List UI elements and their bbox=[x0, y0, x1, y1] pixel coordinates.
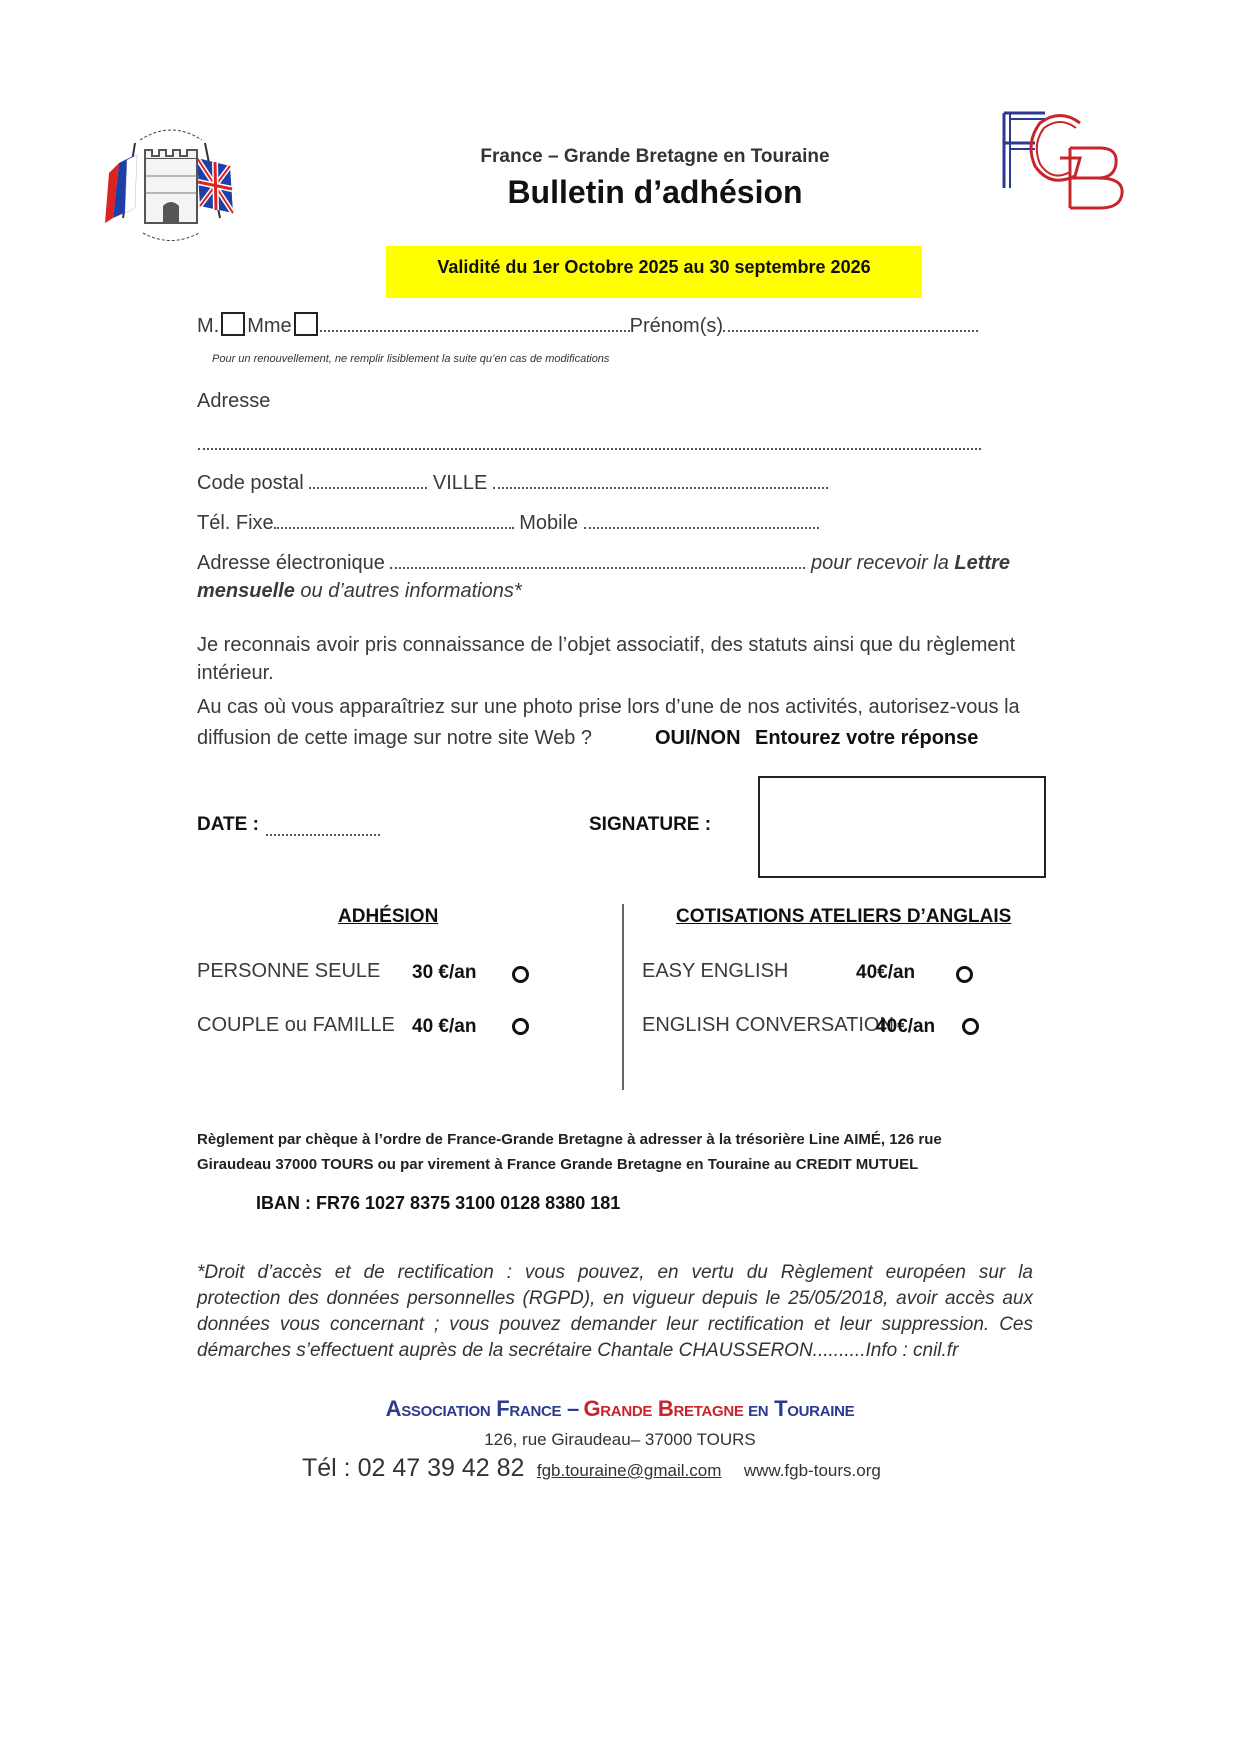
civility-mme-checkbox[interactable] bbox=[294, 312, 318, 336]
email-row bbox=[197, 552, 1010, 575]
rgpd-line: protection des données personnelles (RGPD), en vigueur depuis le 25/05/2018, avoir accès aux bbox=[197, 1288, 1033, 1309]
consent-para2-line1: Au cas où vous apparaîtriez sur une photo prise lors d’une de nos activités, autorisez-vous la bbox=[197, 696, 1020, 718]
iban: IBAN : FR76 1027 8375 3100 0128 8380 181 bbox=[256, 1193, 621, 1213]
payment-line-2: Giraudeau 37000 TOURS ou par virement à France Grande Bretagne en Touraine au CREDIT MUTUEL bbox=[197, 1156, 919, 1173]
consent-para2-line2: diffusion de cette image sur notre site Web ? bbox=[197, 727, 593, 749]
adhesion-couple-famille-radio[interactable] bbox=[512, 1018, 529, 1035]
civility-m-label: M. bbox=[197, 315, 220, 337]
code-postal-row bbox=[197, 472, 828, 495]
email-label: Adresse électronique bbox=[197, 552, 385, 574]
email-note-2: Lettre bbox=[954, 552, 1010, 574]
section-divider bbox=[622, 904, 624, 1090]
footer-association-name bbox=[0, 1396, 1240, 1422]
footer-address: 126, rue Giraudeau– 37000 TOURS bbox=[484, 1430, 756, 1449]
atelier-item-label: ENGLISH CONVERSATION bbox=[642, 1014, 894, 1036]
page-title: Bulletin d’adhésion bbox=[507, 174, 803, 210]
rgpd-text bbox=[197, 1260, 1033, 1364]
ville-field[interactable] bbox=[493, 487, 828, 489]
email-field[interactable] bbox=[390, 567, 805, 569]
prenom-field[interactable] bbox=[723, 330, 978, 332]
atelier-item-label: EASY ENGLISH bbox=[642, 960, 789, 982]
code-postal-field[interactable] bbox=[309, 487, 427, 489]
email-note-1: pour recevoir la bbox=[811, 552, 949, 574]
telephone-row bbox=[197, 512, 819, 535]
signature-label: SIGNATURE : bbox=[589, 814, 712, 835]
renewal-note: Pour un renouvellement, ne remplir lisiblement la suite qu’en cas de modifications bbox=[212, 353, 610, 365]
adhesion-item-price: 30 €/an bbox=[412, 962, 477, 983]
atelier-item-price: 40€/an bbox=[856, 962, 916, 983]
adhesion-item-label: PERSONNE SEULE bbox=[197, 960, 381, 982]
footer-name-part3: en Touraine bbox=[748, 1396, 855, 1421]
atelier-easy-english-radio[interactable] bbox=[956, 966, 973, 983]
code-postal-label: Code postal bbox=[197, 472, 304, 494]
prenom-label: Prénom(s) bbox=[629, 315, 724, 337]
footer-phone: Tél : 02 47 39 42 82 bbox=[302, 1454, 525, 1482]
payment-line-1: Règlement par chèque à l’ordre de France-Grande Bretagne à adresser à la trésorière Line AIMÉ, 126 rue bbox=[197, 1131, 942, 1148]
ville-label: VILLE bbox=[432, 472, 488, 494]
adhesion-item-label: COUPLE ou FAMILLE bbox=[197, 1014, 395, 1036]
civility-mme-label: Mme bbox=[247, 315, 292, 337]
civility-m-checkbox[interactable] bbox=[221, 312, 245, 336]
consent-instruction: Entourez votre réponse bbox=[755, 727, 979, 749]
atelier-english-conversation-radio[interactable] bbox=[962, 1018, 979, 1035]
nom-field[interactable] bbox=[320, 330, 630, 332]
email-note-3: mensuelle bbox=[197, 580, 295, 602]
footer-website-link[interactable]: www.fgb-tours.org bbox=[743, 1461, 881, 1480]
signature-box[interactable] bbox=[758, 776, 1046, 878]
date-field[interactable] bbox=[266, 834, 380, 836]
date-label: DATE : bbox=[197, 814, 259, 835]
footer-name-part2: Grande Bretagne bbox=[583, 1396, 744, 1421]
adresse-field[interactable] bbox=[198, 448, 981, 450]
adhesion-item-price: 40 €/an bbox=[412, 1016, 477, 1037]
rgpd-line: données vous concernant ; vous pouvez demander leur rectification et leur suppression. Ces bbox=[197, 1314, 1033, 1335]
adresse-label: Adresse bbox=[197, 390, 271, 412]
tel-fixe-field[interactable] bbox=[274, 527, 514, 529]
consent-para1-line2: intérieur. bbox=[197, 662, 274, 684]
civility-row bbox=[197, 312, 978, 338]
mobile-label: Mobile bbox=[519, 512, 579, 534]
validity-text: Validité du 1er Octobre 2025 au 30 septembre 2026 bbox=[437, 257, 871, 277]
tel-fixe-label: Tél. Fixe bbox=[197, 512, 274, 534]
oui-non-option[interactable]: OUI/NON bbox=[655, 727, 741, 749]
email-note-4: ou d’autres informations* bbox=[300, 580, 522, 602]
adhesion-personne-seule-radio[interactable] bbox=[512, 966, 529, 983]
footer-contact-row bbox=[302, 1454, 881, 1483]
fgb-logo bbox=[1000, 108, 1130, 213]
adhesion-title: ADHÉSION bbox=[338, 906, 439, 927]
footer-email-link[interactable]: fgb.touraine@gmail.com bbox=[536, 1461, 722, 1480]
footer-name-part1: Association France – bbox=[385, 1396, 579, 1421]
ateliers-title: COTISATIONS ATELIERS D’ANGLAIS bbox=[676, 906, 1012, 927]
rgpd-line: *Droit d’accès et de rectification : vous pouvez, en vertu du Règlement européen sur la bbox=[197, 1262, 1033, 1283]
rgpd-line: démarches s’effectuent auprès de la secrétaire Chantale CHAUSSERON..........Info : cnil.fr bbox=[197, 1340, 959, 1361]
validity-banner bbox=[386, 246, 922, 298]
atelier-item-price: 40€/an bbox=[876, 1016, 936, 1037]
consent-para1-line1: Je reconnais avoir pris connaissance de l’objet associatif, des statuts ainsi que du règlement bbox=[197, 634, 1016, 656]
fgb-logo-icon bbox=[1000, 108, 1130, 213]
mobile-field[interactable] bbox=[584, 527, 819, 529]
header-org-line: France – Grande Bretagne en Touraine bbox=[480, 146, 830, 167]
email-row-2 bbox=[197, 580, 522, 603]
